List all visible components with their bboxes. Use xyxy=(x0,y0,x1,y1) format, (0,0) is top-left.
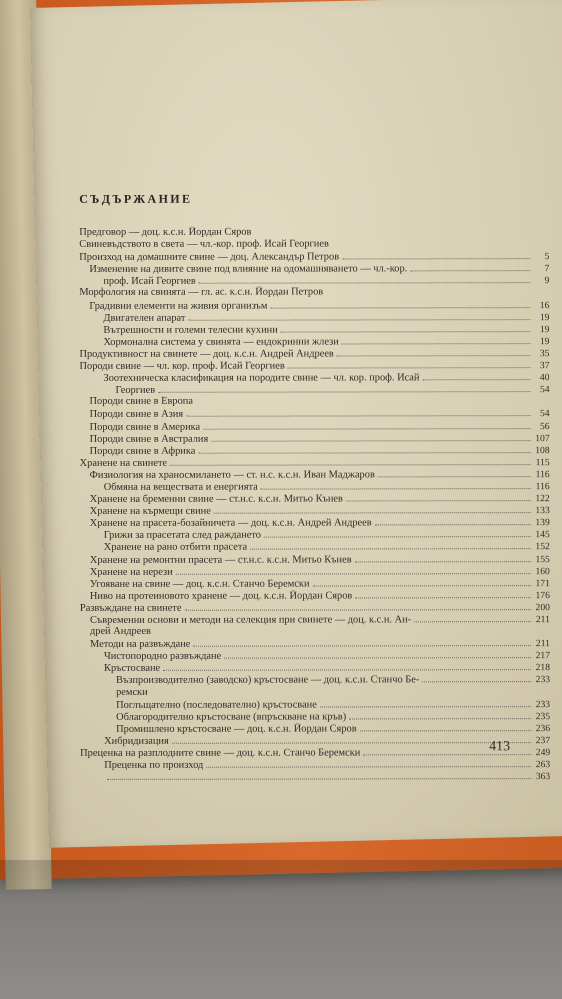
toc-entry xyxy=(80,674,550,687)
dot-leader xyxy=(261,480,531,489)
toc-entry-title: дрей Андреев xyxy=(89,625,151,638)
toc-entry-title: Кръстосване xyxy=(104,663,161,675)
toc-entry-title: Породи свине в Азия xyxy=(89,409,184,421)
toc-entry xyxy=(80,698,550,711)
toc-entry xyxy=(79,347,549,360)
toc-entry-page: 116 xyxy=(535,481,550,493)
toc-entry xyxy=(79,287,549,300)
toc-entry-title: Породи свине в Австралия xyxy=(89,433,209,445)
toc-entry xyxy=(79,359,549,372)
dot-leader xyxy=(342,335,531,344)
toc-list xyxy=(79,226,550,783)
toc-entry-title: Промишлено кръстосване — доц. к.с.н. Йордан Сяров xyxy=(116,723,357,735)
toc-entry xyxy=(79,274,549,287)
toc-entry-title: Предговор — доц. к.с.н. Йордан Сяров xyxy=(79,226,252,238)
toc-entry-page: 5 xyxy=(544,251,550,263)
toc-entry-page: 160 xyxy=(535,565,550,577)
toc-entry xyxy=(80,456,550,469)
dot-leader xyxy=(410,262,530,271)
toc-entry-page: 116 xyxy=(535,468,550,481)
toc-entry-title: Породи свине в Америка xyxy=(89,421,201,433)
toc-entry-title: Методи на развъждане xyxy=(89,638,191,651)
toc-entry-title: Вътрешности и големи телесни кухини xyxy=(103,324,278,336)
dot-leader xyxy=(199,275,531,285)
toc-entry xyxy=(80,601,550,614)
toc-entry-page: 133 xyxy=(535,505,550,517)
toc-entry xyxy=(79,323,549,336)
toc-entry xyxy=(80,408,550,421)
toc-entry-page: 145 xyxy=(535,529,550,541)
spacer xyxy=(148,694,534,695)
dot-leader xyxy=(270,299,530,308)
spacer xyxy=(151,633,534,634)
dot-leader xyxy=(355,553,531,562)
dot-leader xyxy=(288,359,531,368)
dot-leader xyxy=(206,758,531,768)
toc-entry xyxy=(80,432,550,445)
toc-entry-title: Градивни елементи на живия организъм xyxy=(89,300,268,312)
toc-entry-title: Зоотехническа класификация на породите свине — чл. кор. проф. Исай xyxy=(103,372,420,385)
dot-leader xyxy=(375,516,531,525)
dot-leader xyxy=(281,323,531,332)
toc-entry-page: 363 xyxy=(535,771,551,783)
toc-entry xyxy=(80,746,550,759)
toc-entry xyxy=(80,528,550,541)
toc-entry xyxy=(80,589,550,602)
toc-entry-title: Хормонална система у свинята — ендокринни жлези xyxy=(103,336,339,348)
toc-entry-title: Георгиев xyxy=(115,385,156,397)
toc-entry xyxy=(80,661,550,674)
dot-leader xyxy=(188,311,530,321)
toc-entry xyxy=(80,722,550,735)
toc-entry-page: 115 xyxy=(535,456,550,468)
toc-entry-title: Обмяна на веществата и енергията xyxy=(103,481,258,493)
toc-entry-title: Хранене на кърмещи свине xyxy=(89,505,211,518)
dot-leader xyxy=(186,408,530,418)
toc-entry-title: Хранене на нерези xyxy=(89,566,173,578)
toc-entry-title: Съвременни основи и методи на селекция при свинете — доц. к.с.н. Ан- xyxy=(89,614,412,626)
toc-entry-title: Изменение на дивите свине под влияние на одомашняването — чл.-кор. xyxy=(89,263,408,276)
dot-leader xyxy=(346,492,531,501)
toc-heading: СЪДЪРЖАНИЕ xyxy=(79,191,193,206)
toc-entry-page: 176 xyxy=(535,589,550,601)
dot-leader xyxy=(184,601,530,611)
toc-entry-title: Хибридизация xyxy=(104,735,169,747)
toc-entry-page: 16 xyxy=(539,299,550,311)
toc-entry-page: 37 xyxy=(539,360,550,372)
toc-entry-title: Преценка на разплодните свине — доц. к.с.н. Станчо Беремски xyxy=(80,747,361,759)
dot-leader xyxy=(170,456,531,466)
toc-entry xyxy=(80,420,550,433)
toc-entry-title: проф. Исай Георгиев xyxy=(103,276,196,288)
dot-leader xyxy=(107,770,531,780)
toc-entry xyxy=(80,516,550,529)
toc-entry-title: Поглъщателно (последователно) кръстосване xyxy=(116,699,317,711)
toc-entry-title: Свиневъдството в света — чл.-кор. проф. Исай Георгиев xyxy=(79,238,329,251)
toc-entry-page: 171 xyxy=(535,577,550,589)
toc-entry-title: Хранене на прасета-бозайничета — доц. к.с.н. Андрей Андреев xyxy=(89,517,372,530)
toc-entry-title: Възпроизводително (заводско) кръстосване — доц. к.с.н. Станчо Бе- xyxy=(116,674,420,687)
toc-entry xyxy=(80,770,550,783)
dot-leader xyxy=(342,250,530,259)
toc-entry-page: 263 xyxy=(535,759,551,771)
toc-entry-page: 152 xyxy=(535,541,550,553)
dot-leader xyxy=(414,613,531,622)
toc-entry-page: 233 xyxy=(535,674,551,686)
toc-entry xyxy=(79,262,549,275)
toc-entry-page: 7 xyxy=(544,263,550,275)
dot-leader xyxy=(172,734,531,744)
toc-entry xyxy=(80,383,550,396)
toc-entry-page: 35 xyxy=(539,348,550,360)
dot-leader xyxy=(422,371,530,380)
toc-entry-title: Хранене на рано отбити прасета xyxy=(103,542,248,554)
toc-entry-page: 139 xyxy=(535,517,550,529)
toc-entry-title: Облагородително кръстосване (впръскване на кръв) xyxy=(116,711,347,723)
toc-entry-title: Ниво на протеиновото хранене — доц. к.с.н. Йордан Сяров xyxy=(89,590,353,602)
toc-entry xyxy=(79,311,549,324)
book-page xyxy=(30,0,562,848)
toc-entry xyxy=(80,758,550,771)
toc-entry-page: 155 xyxy=(535,553,550,565)
toc-entry xyxy=(80,625,550,638)
toc-entry-title: Хранене на свинете xyxy=(79,457,168,469)
dot-leader xyxy=(349,710,531,719)
toc-entry-page: 56 xyxy=(539,420,550,432)
dot-leader xyxy=(193,637,531,647)
toc-entry-title: Преценка по произход xyxy=(104,759,204,772)
toc-entry-title: ремски xyxy=(116,686,148,698)
toc-entry xyxy=(79,250,549,263)
toc-entry xyxy=(80,468,550,481)
toc-entry xyxy=(80,541,550,554)
dot-leader xyxy=(250,541,531,550)
toc-entry xyxy=(80,577,550,590)
dot-leader xyxy=(176,565,531,575)
toc-entry xyxy=(79,238,549,251)
dot-leader xyxy=(203,420,530,430)
toc-entry-page: 19 xyxy=(539,335,550,347)
toc-entry-title: Развъждане на свинете xyxy=(79,602,182,614)
spacer xyxy=(193,403,534,404)
toc-entry xyxy=(80,504,550,517)
dot-leader xyxy=(211,432,530,442)
toc-entry-title: Двигателен апарат xyxy=(103,312,186,324)
toc-entry-page: 107 xyxy=(535,432,550,444)
toc-entry xyxy=(79,299,549,312)
toc-entry xyxy=(80,649,550,662)
toc-entry-page: 54 xyxy=(539,384,550,396)
toc-entry-page: 218 xyxy=(535,662,551,674)
toc-entry-page: 235 xyxy=(535,710,551,722)
toc-entry xyxy=(80,480,550,493)
page-number: 413 xyxy=(489,739,511,755)
toc-entry-page: 233 xyxy=(535,698,551,710)
toc-entry-page: 217 xyxy=(535,650,551,662)
dot-leader xyxy=(264,528,531,537)
toc-entry-title: Физиология на храносмилането — ст. н.с. к.с.н. Иван Маджаров xyxy=(89,469,375,481)
dot-leader xyxy=(198,444,530,454)
dot-leader xyxy=(224,649,531,659)
dot-leader xyxy=(378,468,531,477)
toc-entry-title: Хранене на ремонтни прасета — ст.н.с. к.с.н. Митьо Кънев xyxy=(89,553,352,566)
toc-entry xyxy=(80,637,550,650)
toc-entry xyxy=(80,492,550,505)
toc-entry-page: 40 xyxy=(539,372,550,384)
toc-entry-page: 108 xyxy=(535,444,550,456)
dot-leader xyxy=(163,662,531,672)
toc-entry xyxy=(80,710,550,723)
toc-entry-title: Продуктивност на свинете — доц. к.с.н. Андрей Андреев xyxy=(79,348,334,360)
toc-entry xyxy=(79,335,549,348)
dot-leader xyxy=(360,722,532,731)
toc-entry xyxy=(80,553,550,566)
toc-entry-page: 211 xyxy=(535,638,550,650)
toc-entry-title: Породи свине — чл. кор. проф. Исай Георгиев xyxy=(79,360,285,372)
toc-entry-title: Породи свине в Африка xyxy=(89,445,196,457)
toc-entry xyxy=(80,395,550,408)
toc-entry xyxy=(79,226,549,239)
toc-entry-page: 211 xyxy=(535,614,550,626)
dot-leader xyxy=(355,589,531,598)
toc-entry-page: 19 xyxy=(539,323,550,335)
toc-entry-page: 236 xyxy=(535,722,551,734)
toc-entry-page: 9 xyxy=(544,275,550,287)
toc-entry-title: Чистопородно развъждане xyxy=(103,650,222,663)
dot-leader xyxy=(320,698,531,707)
dot-leader xyxy=(313,577,531,586)
toc-entry xyxy=(79,371,549,384)
toc-entry-title: Грижи за прасетата след раждането xyxy=(103,529,261,542)
dot-leader xyxy=(422,674,531,683)
toc-entry-title: Морфология на свинята — гл. ас. к.с.н. Йордан Петров xyxy=(79,286,324,299)
toc-entry-page: 200 xyxy=(535,602,550,614)
toc-entry-title: Хранене на бременни свине — ст.н.с. к.с.н. Митьо Кънев xyxy=(89,493,343,505)
toc-entry xyxy=(80,734,550,747)
toc-entry xyxy=(80,444,550,457)
dot-leader xyxy=(337,347,531,356)
toc-entry-page: 122 xyxy=(535,493,550,505)
toc-sheet xyxy=(79,191,550,783)
toc-entry xyxy=(80,686,550,699)
toc-entry-page: 249 xyxy=(535,747,551,759)
toc-entry xyxy=(80,565,550,578)
dot-leader xyxy=(158,383,530,393)
toc-entry-title: Породи свине в Европа xyxy=(89,396,193,408)
toc-entry-page: 19 xyxy=(539,311,550,323)
toc-entry xyxy=(80,613,550,626)
toc-entry-page: 54 xyxy=(539,408,550,420)
toc-entry-title: Произход на домашните свине — доц. Александър Петров xyxy=(79,251,340,264)
dot-leader xyxy=(214,504,531,514)
toc-entry-title: Угояване на свине — доц. к.с.н. Станчо Беремски xyxy=(89,578,310,590)
table-surface xyxy=(0,860,562,999)
toc-entry-page: 237 xyxy=(535,735,551,747)
